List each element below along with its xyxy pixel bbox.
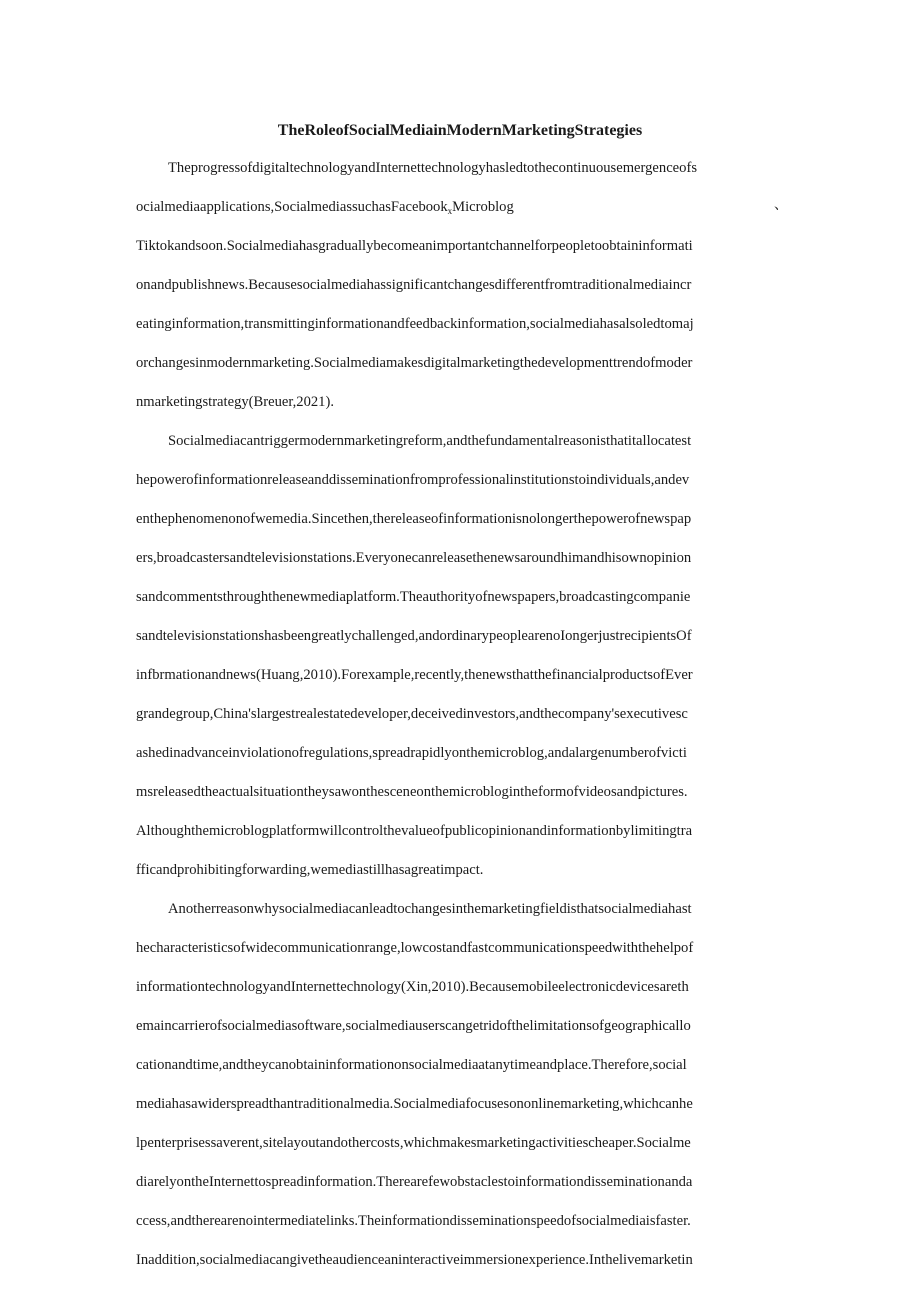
paragraph-2-line-1: Socialmediacantriggermodernmarketingreform,andthefundamentalreasonisthatitallocatest — [168, 433, 692, 449]
paragraph-2-line-10: msreleasedtheactualsituationtheysawonthesceneonthemicroblogintheformofvideosandpictures. — [136, 784, 688, 800]
paragraph-2-line-7: infbrmationandnews(Huang,2010).Forexample,recently,thenewsthatthefinancialproductsofEver — [136, 667, 693, 683]
paragraph-3-line-1: Anotherreasonwhysocialmediacanleadtochangesinthemarketingfieldisthatsocialmediahast — [168, 901, 692, 917]
paragraph-1-line-3: Tiktokandsoon.Socialmediahasgraduallybecomeanimportantchannelforpeopletoobtaininformati — [136, 238, 693, 254]
paragraph-3-line-6: mediahasawiderspreadthantraditionalmedia.Socialmediafocusesononlinemarketing,whichcanhe — [136, 1096, 693, 1112]
paragraph-3-line-5: cationandtime,andtheycanobtaininformationonsocialmediaatanytimeandplace.Therefore,social — [136, 1057, 687, 1073]
line-subscript: x — [447, 206, 453, 216]
paragraph-2-line-2: hepowerofinformationreleaseanddisseminationfromprofessionalinstitutionstoindividuals,andev — [136, 472, 690, 488]
paragraph-1-line-4: onandpublishnews.Becausesocialmediahassignificantchangesdifferentfromtraditionalmediaincr — [136, 277, 692, 293]
paragraph-3-line-8: diarelyontheInternettospreadinformation.Therearefewobstaclestoinformationdisseminationanda — [136, 1174, 693, 1190]
enumeration-comma-mark: 、 — [774, 198, 788, 213]
paragraph-3-line-10: Inaddition,socialmediacangivetheaudienceaninteractiveimmersionexperience.Inthelivemarketin — [136, 1252, 693, 1268]
paragraph-1-line-1: TheprogressofdigitaltechnologyandInternettechnologyhasledtothecontinuousemergenceofs — [168, 160, 697, 176]
paragraph-1-line-7: nmarketingstrategy(Breuer,2021). — [136, 394, 334, 410]
line-text-after: Microblog — [452, 199, 514, 215]
paragraph-3-line-9: ccess,andtherearenointermediatelinks.Theinformationdisseminationspeedofsocialmediaisfaster. — [136, 1213, 691, 1229]
document-title: TheRoleofSocialMediainModernMarketingStrategies — [277, 122, 643, 139]
paragraph-3-line-3: informationtechnologyandInternettechnology(Xin,2010).Becausemobileelectronicdevicesareth — [136, 979, 689, 995]
paragraph-2-line-4: ers,broadcastersandtelevisionstations.Everyonecanreleasethenewsaroundhimandhisownopinion — [136, 550, 692, 566]
paragraph-2-line-8: grandegroup,China'slargestrealestatedeveloper,deceivedinvestors,andthecompany'sexecutivesc — [136, 706, 688, 722]
paragraph-2-line-3: enthephenomenonofwemedia.Sincethen,thereleaseofinformationisnolongerthepowerofnewspap — [136, 511, 692, 527]
paragraph-1-line-5: eatinginformation,transmittinginformationandfeedbackinformation,socialmediahasalsoledtomaj — [136, 316, 694, 332]
paragraph-2-line-12: fficandprohibitingforwarding,wemediastillhasagreatimpact. — [136, 862, 484, 878]
line-text-before: ocialmediaapplications,SocialmediassuchasFacebook — [136, 199, 448, 215]
paragraph-3-line-2: hecharacteristicsofwidecommunicationrange,lowcostandfastcommunicationspeedwiththehelpof — [136, 940, 694, 956]
paragraph-1-line-2 — [136, 197, 786, 221]
paragraph-3-line-7: lpenterprisessaverent,sitelayoutandothercosts,whichmakesmarketingactivitiescheaper.Socialme — [136, 1135, 691, 1151]
paragraph-2-line-5: sandcommentsthroughthenewmediaplatform.Theauthorityofnewspapers,broadcastingcompanie — [136, 589, 691, 605]
paragraph-2-line-9: ashedinadvanceinviolationofregulations,spreadrapidlyonthemicroblog,andalargenumberofvicti — [136, 745, 687, 761]
paragraph-1-line-6: orchangesinmodernmarketing.Socialmediamakesdigitalmarketingthedevelopmenttrendofmoder — [136, 355, 693, 371]
paragraph-2-line-6: sandtelevisionstationshasbeengreatlychallenged,andordinarypeoplearenoIongerjustrecipientsOf — [136, 628, 692, 644]
paragraph-2-line-11: Althoughthemicroblogplatformwillcontrolthevalueofpublicopinionandinformationbylimitingtra — [136, 823, 693, 839]
paragraph-3-line-4: emaincarrierofsocialmediasoftware,socialmediauserscangetridofthelimitationsofgeographicallo — [136, 1018, 691, 1034]
